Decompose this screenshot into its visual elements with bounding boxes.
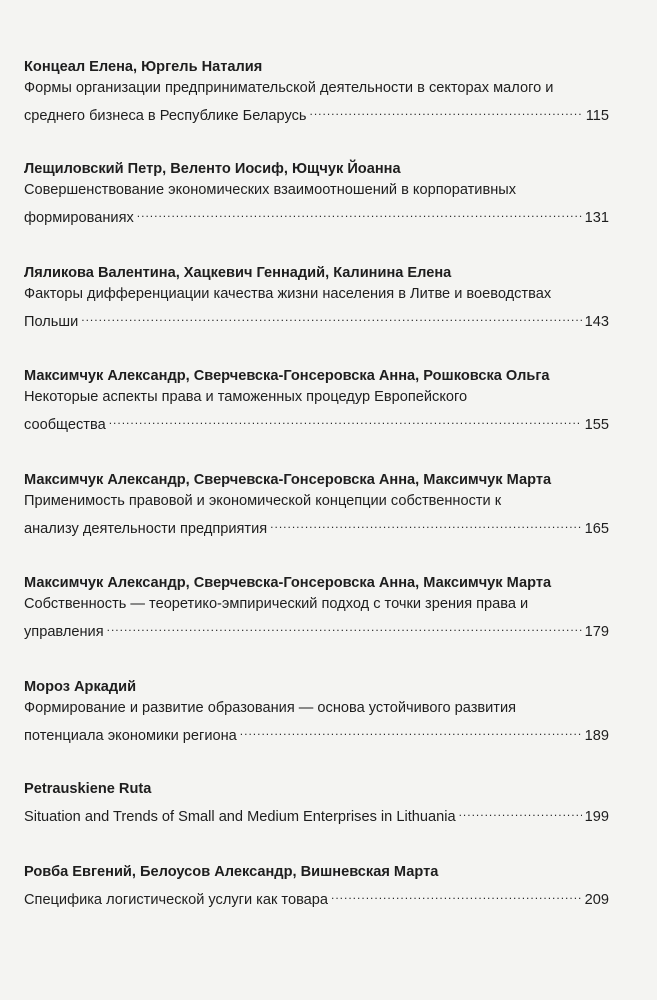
dot-leader [81, 305, 581, 326]
toc-entry [24, 470, 609, 540]
entry-authors: Мороз Аркадий [24, 679, 137, 695]
dot-leader [107, 615, 582, 636]
entry-last-line [24, 408, 609, 436]
toc-entry [24, 573, 609, 643]
entry-title-end: Польши [24, 314, 79, 330]
entry-authors: Максимчук Александр, Сверчевска-Гонсеровска Анна, Рошковска Ольга [24, 368, 550, 384]
page-number: 165 [584, 521, 609, 537]
entry-authors: Petrauskiene Ruta [24, 781, 152, 797]
dot-leader [240, 719, 582, 740]
entry-authors: Ровба Евгений, Белоусов Александр, Вишневская Марта [24, 864, 439, 880]
entry-title-end: анализу деятельности предприятия [24, 521, 268, 537]
entry-last-line [24, 800, 609, 828]
toc-entry [24, 862, 609, 911]
entry-authors: Максимчук Александр, Сверчевска-Гонсеровска Анна, Максимчук Марта [24, 472, 552, 488]
dot-leader [270, 512, 581, 533]
page-number: 199 [584, 809, 609, 825]
toc-entry [24, 57, 609, 127]
page-number: 131 [584, 210, 609, 226]
entry-title-line: Применимость правовой и экономической концепции собственности к [24, 493, 502, 509]
entry-title-end: Situation and Trends of Small and Medium Enterprises in Lithuania [24, 809, 456, 825]
entry-title-end: формированиях [24, 210, 134, 226]
entry-title-line: Формирование и развитие образования — основа устойчивого развития [24, 700, 517, 716]
entry-title-end: среднего бизнеса в Республике Беларусь [24, 108, 307, 124]
entry-title-line: Некоторые аспекты права и таможенных процедур Европейского [24, 389, 468, 405]
entry-title-end: потенциала экономики региона [24, 728, 237, 744]
toc-entry [24, 263, 609, 333]
entry-last-line [24, 883, 609, 911]
toc-entry [24, 677, 609, 747]
dot-leader [109, 408, 582, 429]
toc-entry [24, 366, 609, 436]
entry-authors: Ляликова Валентина, Хацкевич Геннадий, Калинина Елена [24, 265, 452, 281]
page-number: 179 [584, 624, 609, 640]
entry-last-line [24, 512, 609, 540]
entry-last-line [24, 615, 609, 643]
page-number: 189 [584, 728, 609, 744]
dot-leader [331, 883, 582, 904]
dot-leader [459, 800, 582, 821]
entry-last-line [24, 201, 609, 229]
entry-authors: Максимчук Александр, Сверчевска-Гонсеровска Анна, Максимчук Марта [24, 575, 552, 591]
entry-title-end: Специфика логистической услуги как товара [24, 892, 329, 908]
entry-last-line [24, 99, 609, 127]
page-number: 209 [584, 892, 609, 908]
toc-entry [24, 779, 609, 828]
entry-title-end: управления [24, 624, 104, 640]
dot-leader [137, 201, 582, 222]
toc-entry [24, 159, 609, 229]
entry-title-end: сообщества [24, 417, 106, 433]
entry-authors: Лещиловский Петр, Веленто Иосиф, Ющчук Йоанна [24, 161, 401, 177]
dot-leader [310, 99, 583, 120]
page-number: 143 [584, 314, 609, 330]
entry-title-line: Собственность — теоретико-эмпирический подход с точки зрения права и [24, 596, 529, 612]
entry-last-line [24, 305, 609, 333]
page-number: 155 [584, 417, 609, 433]
entry-title-line: Формы организации предпринимательской деятельности в секторах малого и [24, 80, 554, 96]
entry-title-line: Факторы дифференциации качества жизни населения в Литве и воеводствах [24, 286, 552, 302]
page-number: 115 [585, 108, 609, 124]
entry-last-line [24, 719, 609, 747]
entry-title-line: Совершенствование экономических взаимоотношений в корпоративных [24, 182, 517, 198]
entry-authors: Концеал Елена, Юргель Наталия [24, 59, 263, 75]
